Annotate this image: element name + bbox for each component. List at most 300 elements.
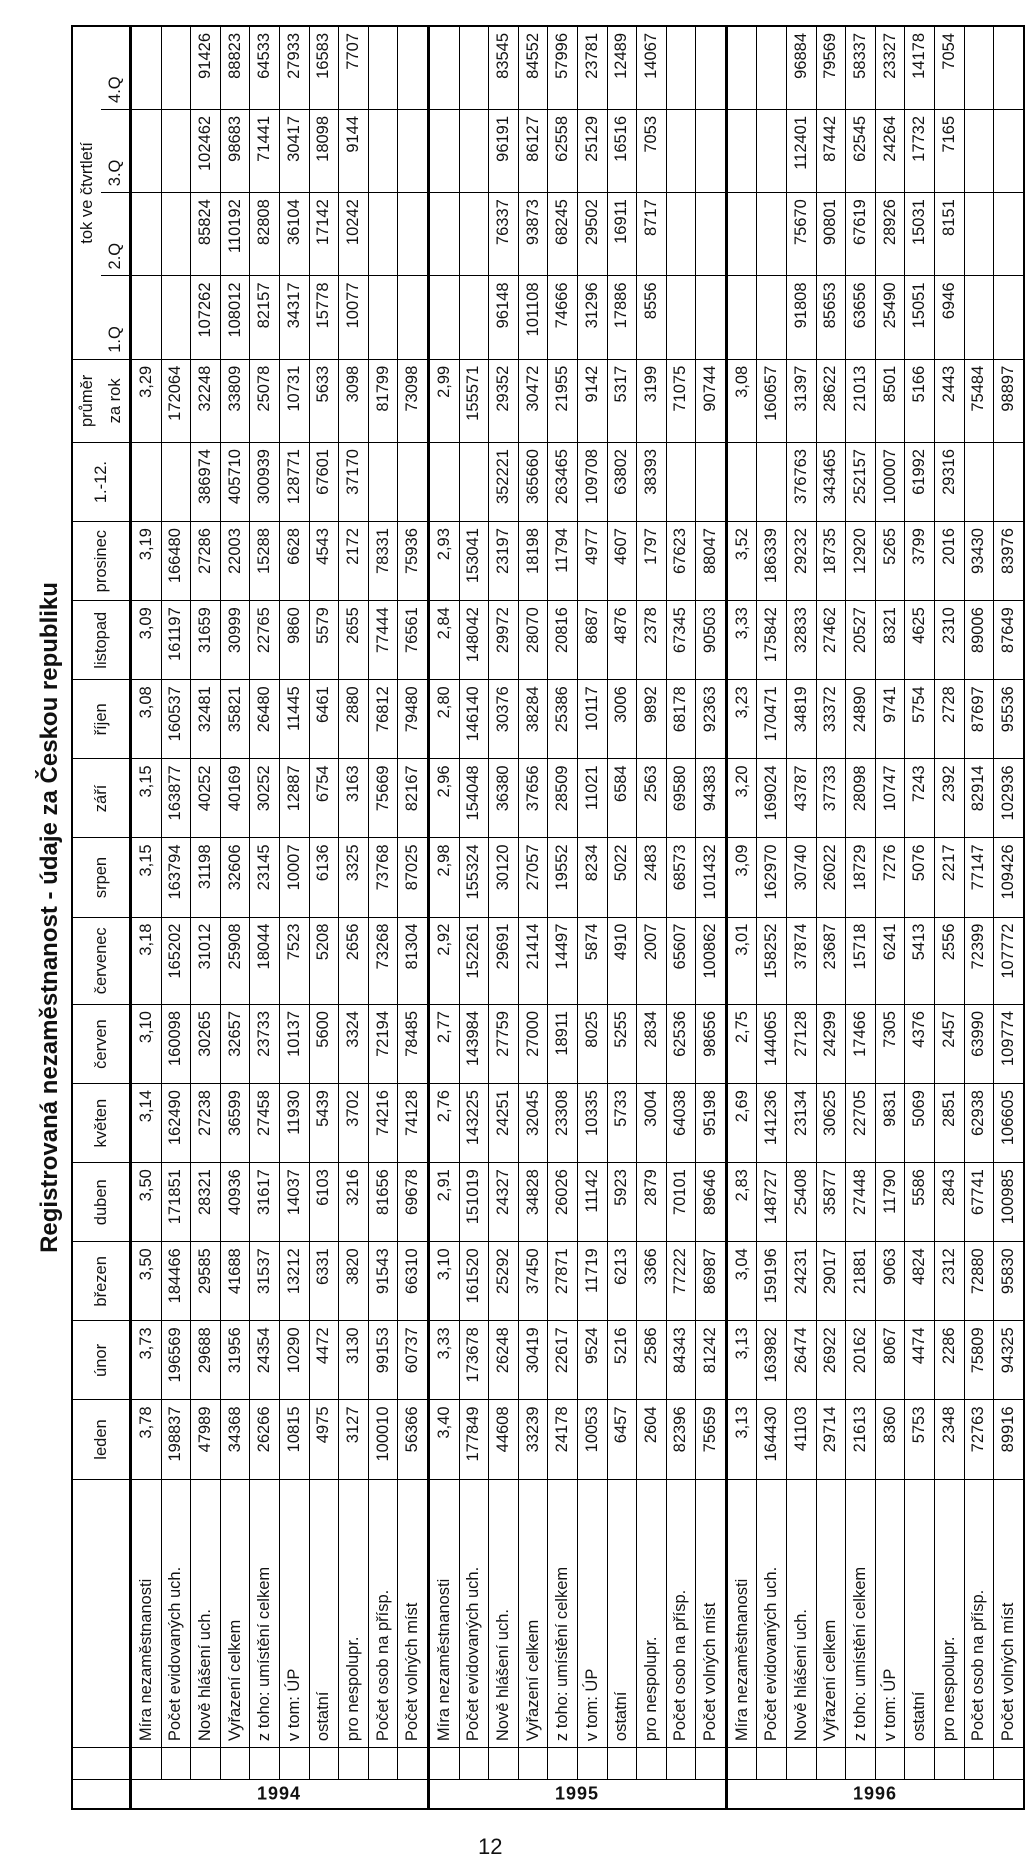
spacer-cell [489, 1748, 519, 1780]
table-cell: 76561 [398, 601, 429, 680]
table-cell: 2879 [637, 1163, 667, 1242]
header-month: červenec [72, 917, 131, 1004]
table-cell: 30625 [816, 1084, 846, 1163]
table-cell [666, 26, 696, 109]
table-cell: 77222 [666, 1242, 696, 1321]
table-cell: 171851 [161, 1163, 191, 1242]
table-cell: 9892 [637, 680, 667, 759]
table-row [220, 26, 250, 1809]
table-cell: 90744 [696, 359, 727, 442]
row-label: Míra nezaměstnanosti [428, 1479, 459, 1748]
table-cell: 36599 [220, 1084, 250, 1163]
year-group-2 [726, 26, 1023, 1809]
table-cell: 3,73 [131, 1321, 162, 1400]
table-cell: 7305 [875, 1005, 905, 1084]
table-row [816, 26, 846, 1809]
table-cell: 160537 [161, 680, 191, 759]
table-cell: 82157 [250, 276, 280, 359]
spacer-cell [279, 1748, 309, 1780]
table-cell: 14067 [637, 26, 667, 109]
table-cell: 3,13 [726, 1321, 757, 1400]
table-cell [666, 193, 696, 276]
spacer-cell [666, 1748, 696, 1780]
header-month: únor [72, 1321, 131, 1400]
table-cell: 26480 [250, 680, 280, 759]
table-cell: 91426 [191, 26, 221, 109]
table-cell: 107772 [994, 917, 1024, 1004]
table-cell: 3,40 [428, 1400, 459, 1479]
table-cell [398, 443, 429, 522]
table-cell [726, 26, 757, 109]
table-cell: 160098 [161, 1005, 191, 1084]
year-label: 1995 [555, 1783, 600, 1804]
table-cell: 86987 [696, 1242, 727, 1321]
table-cell: 9144 [339, 109, 369, 192]
table-cell: 164430 [757, 1400, 787, 1479]
table-cell: 43787 [787, 759, 817, 838]
table-cell: 3127 [339, 1400, 369, 1479]
table-cell: 2,93 [428, 522, 459, 601]
table-cell: 9524 [577, 1321, 607, 1400]
table-cell: 3098 [339, 359, 369, 442]
table-cell: 69580 [666, 759, 696, 838]
table-cell: 35877 [816, 1163, 846, 1242]
table-cell: 24251 [489, 1084, 519, 1163]
table-cell: 87649 [994, 601, 1024, 680]
spacer-cell [191, 1748, 221, 1780]
table-cell: 28509 [548, 759, 578, 838]
table-cell: 89646 [696, 1163, 727, 1242]
table-cell: 3,04 [726, 1242, 757, 1321]
table-cell: 160657 [757, 359, 787, 442]
table-cell [459, 443, 489, 522]
table-cell: 27286 [191, 522, 221, 601]
header-month: srpen [72, 838, 131, 917]
table-cell: 148042 [459, 601, 489, 680]
header-month: listopad [72, 601, 131, 680]
table-cell: 2,99 [428, 359, 459, 442]
table-cell: 3,14 [131, 1084, 162, 1163]
table-cell: 67619 [846, 193, 876, 276]
table-cell: 6331 [309, 1242, 339, 1321]
table-cell: 87025 [398, 838, 429, 917]
table-cell [398, 276, 429, 359]
table-cell: 6213 [607, 1242, 637, 1321]
year-label-cell [131, 1780, 429, 1809]
table-cell: 15031 [905, 193, 935, 276]
table-cell: 10242 [339, 193, 369, 276]
table-cell: 27000 [518, 1005, 548, 1084]
header-month: duben [72, 1163, 131, 1242]
table-cell: 10077 [339, 276, 369, 359]
table-cell: 11930 [279, 1084, 309, 1163]
table-cell: 6136 [309, 838, 339, 917]
row-label: Počet evidovaných uch. [459, 1479, 489, 1748]
table-cell: 7523 [279, 917, 309, 1004]
table-cell: 31659 [191, 601, 221, 680]
table-cell: 101432 [696, 838, 727, 917]
table-cell: 3,15 [131, 759, 162, 838]
table-cell: 2016 [935, 522, 965, 601]
table-cell: 102936 [994, 759, 1024, 838]
table-cell: 263465 [548, 443, 578, 522]
table-cell: 10747 [875, 759, 905, 838]
spacer-cell [787, 1748, 817, 1780]
table-cell: 3216 [339, 1163, 369, 1242]
table-cell: 32248 [191, 359, 221, 442]
table-cell: 37874 [787, 917, 817, 1004]
table-row [309, 26, 339, 1809]
table-row [726, 26, 757, 1809]
table-cell: 21013 [846, 359, 876, 442]
table-cell: 96884 [787, 26, 817, 109]
table-cell: 81304 [398, 917, 429, 1004]
table-cell: 5255 [607, 1005, 637, 1084]
table-cell: 3,78 [131, 1400, 162, 1479]
table-cell: 8234 [577, 838, 607, 917]
table-cell: 91808 [787, 276, 817, 359]
table-cell: 11794 [548, 522, 578, 601]
table-cell: 3,15 [131, 838, 162, 917]
table-cell: 25490 [875, 276, 905, 359]
table-cell: 2172 [339, 522, 369, 601]
table-cell: 2851 [935, 1084, 965, 1163]
table-row [696, 26, 727, 1809]
table-row [757, 26, 787, 1809]
table-cell: 75936 [398, 522, 429, 601]
row-label: Počet osob na přísp. [368, 1479, 398, 1748]
table-cell: 74666 [548, 276, 578, 359]
table-cell [428, 276, 459, 359]
table-cell: 153041 [459, 522, 489, 601]
table-cell: 7053 [637, 109, 667, 192]
table-cell: 95830 [994, 1242, 1024, 1321]
table-cell: 100862 [696, 917, 727, 1004]
table-cell: 7054 [935, 26, 965, 109]
table-cell: 5633 [309, 359, 339, 442]
table-cell [964, 193, 994, 276]
table-cell: 37170 [339, 443, 369, 522]
table-cell: 28098 [846, 759, 876, 838]
table-row [131, 26, 162, 1809]
table-cell: 90503 [696, 601, 727, 680]
table-cell: 30740 [787, 838, 817, 917]
header-average-top: průměr [72, 359, 101, 442]
table-cell [994, 443, 1024, 522]
row-label: Počet volných míst [398, 1479, 429, 1748]
table-cell: 20162 [846, 1321, 876, 1400]
table-cell: 106605 [994, 1084, 1024, 1163]
table-cell: 32657 [220, 1005, 250, 1084]
row-label: v tom: ÚP [577, 1479, 607, 1748]
table-cell: 7276 [875, 838, 905, 917]
table-cell: 10117 [577, 680, 607, 759]
row-label: Počet evidovaných uch. [161, 1479, 191, 1748]
table-cell: 25408 [787, 1163, 817, 1242]
row-label: Počet evidovaných uch. [757, 1479, 787, 1748]
table-cell: 65607 [666, 917, 696, 1004]
table-cell: 38393 [637, 443, 667, 522]
table-cell: 88823 [220, 26, 250, 109]
table-cell: 14178 [905, 26, 935, 109]
table-cell: 5600 [309, 1005, 339, 1084]
table-cell: 3,09 [131, 601, 162, 680]
table-cell: 37733 [816, 759, 846, 838]
table-cell: 98897 [994, 359, 1024, 442]
table-cell: 27458 [250, 1084, 280, 1163]
table-cell: 3,19 [131, 522, 162, 601]
table-cell: 148727 [757, 1163, 787, 1242]
table-cell [131, 276, 162, 359]
table-cell: 87697 [964, 680, 994, 759]
table-cell [398, 26, 429, 109]
table-cell [459, 193, 489, 276]
header-month: říjen [72, 680, 131, 759]
table-cell: 158252 [757, 917, 787, 1004]
table-cell: 64533 [250, 26, 280, 109]
year-group-0 [131, 26, 429, 1809]
table-cell: 2,83 [726, 1163, 757, 1242]
table-cell: 11445 [279, 680, 309, 759]
spacer-cell [905, 1748, 935, 1780]
row-label: z toho: umístění celkem [846, 1479, 876, 1748]
table-cell [726, 109, 757, 192]
table-cell: 75669 [368, 759, 398, 838]
header-average-bottom: za rok [101, 359, 131, 442]
table-cell: 25386 [548, 680, 578, 759]
table-row [935, 26, 965, 1809]
table-cell: 4472 [309, 1321, 339, 1400]
table-cell: 77444 [368, 601, 398, 680]
table-cell [994, 193, 1024, 276]
header-month: prosinec [72, 522, 131, 601]
table-cell: 166480 [161, 522, 191, 601]
table-cell [994, 276, 1024, 359]
table-cell: 18044 [250, 917, 280, 1004]
table-cell: 34819 [787, 680, 817, 759]
table-cell: 300939 [250, 443, 280, 522]
table-cell: 152261 [459, 917, 489, 1004]
table-cell: 5754 [905, 680, 935, 759]
table-cell: 75809 [964, 1321, 994, 1400]
table-cell: 34317 [279, 276, 309, 359]
table-cell [696, 26, 727, 109]
table-cell [131, 193, 162, 276]
table-cell [757, 26, 787, 109]
header-quarters-top: tok ve čtvrtletí [72, 26, 101, 359]
table-cell: 32606 [220, 838, 250, 917]
table-cell: 22003 [220, 522, 250, 601]
table-cell [368, 443, 398, 522]
table-cell [459, 109, 489, 192]
table-cell: 61992 [905, 443, 935, 522]
table-cell [757, 276, 787, 359]
table-cell: 34828 [518, 1163, 548, 1242]
table-cell: 88047 [696, 522, 727, 601]
table-cell [428, 193, 459, 276]
table-cell: 2,69 [726, 1084, 757, 1163]
table-cell: 3325 [339, 838, 369, 917]
table-cell: 3,29 [131, 359, 162, 442]
table-cell: 159196 [757, 1242, 787, 1321]
table-cell: 5166 [905, 359, 935, 442]
table-cell: 3,10 [428, 1242, 459, 1321]
table-cell: 2348 [935, 1400, 965, 1479]
table-cell: 69678 [398, 1163, 429, 1242]
table-cell: 79480 [398, 680, 429, 759]
table-cell: 8025 [577, 1005, 607, 1084]
table-cell: 163794 [161, 838, 191, 917]
table-cell: 32481 [191, 680, 221, 759]
header-month: leden [72, 1400, 131, 1479]
table-cell: 96191 [489, 109, 519, 192]
table-cell: 32833 [787, 601, 817, 680]
table-cell: 162970 [757, 838, 787, 917]
table-cell: 19552 [548, 838, 578, 917]
table-cell: 68245 [548, 193, 578, 276]
table-cell: 23687 [816, 917, 846, 1004]
table-cell: 27448 [846, 1163, 876, 1242]
table-cell: 26266 [250, 1400, 280, 1479]
table-row [787, 26, 817, 1809]
table-cell: 73268 [368, 917, 398, 1004]
table-cell: 3702 [339, 1084, 369, 1163]
table-cell [459, 276, 489, 359]
table-cell: 82808 [250, 193, 280, 276]
table-cell: 5076 [905, 838, 935, 917]
table-cell: 163982 [757, 1321, 787, 1400]
table-row [518, 26, 548, 1809]
table-cell [696, 443, 727, 522]
table-cell: 2655 [339, 601, 369, 680]
table-cell: 2310 [935, 601, 965, 680]
row-label: v tom: ÚP [875, 1479, 905, 1748]
table-cell: 6584 [607, 759, 637, 838]
table-cell: 58337 [846, 26, 876, 109]
row-label: z toho: umístění celkem [548, 1479, 578, 1748]
table-cell: 70101 [666, 1163, 696, 1242]
table-cell: 386974 [191, 443, 221, 522]
table-cell: 30999 [220, 601, 250, 680]
spacer-cell [131, 1748, 162, 1780]
table-cell: 6754 [309, 759, 339, 838]
spacer-cell [250, 1748, 280, 1780]
table-cell: 30376 [489, 680, 519, 759]
table-cell: 8556 [637, 276, 667, 359]
table-cell: 3,52 [726, 522, 757, 601]
table-cell: 62558 [548, 109, 578, 192]
spacer-cell [846, 1748, 876, 1780]
table-row [161, 26, 191, 1809]
table-row [994, 26, 1024, 1809]
table-cell: 99153 [368, 1321, 398, 1400]
table-cell: 89006 [964, 601, 994, 680]
table-cell: 84343 [666, 1321, 696, 1400]
table-cell: 21414 [518, 917, 548, 1004]
table-cell: 108012 [220, 276, 250, 359]
table-cell: 31617 [250, 1163, 280, 1242]
spacer-cell [428, 1748, 459, 1780]
table-cell: 72880 [964, 1242, 994, 1321]
table-cell: 82914 [964, 759, 994, 838]
table-cell: 38284 [518, 680, 548, 759]
table-cell: 10290 [279, 1321, 309, 1400]
table-cell: 155324 [459, 838, 489, 917]
table-cell: 29352 [489, 359, 519, 442]
table-cell: 16516 [607, 109, 637, 192]
table-cell: 3004 [637, 1084, 667, 1163]
table-cell [757, 109, 787, 192]
table-cell: 8321 [875, 601, 905, 680]
header-month: červen [72, 1005, 131, 1084]
table-cell: 365660 [518, 443, 548, 522]
table-cell [964, 276, 994, 359]
table-cell: 2217 [935, 838, 965, 917]
table-cell: 18729 [846, 838, 876, 917]
table-cell: 23134 [787, 1084, 817, 1163]
table-cell [131, 26, 162, 109]
table-cell: 12887 [279, 759, 309, 838]
table-cell: 31198 [191, 838, 221, 917]
table-cell: 15718 [846, 917, 876, 1004]
table-cell: 5069 [905, 1084, 935, 1163]
spacer-cell [607, 1748, 637, 1780]
table-cell [131, 109, 162, 192]
table-cell: 68178 [666, 680, 696, 759]
table-cell: 22617 [548, 1321, 578, 1400]
table-cell: 26248 [489, 1321, 519, 1400]
table-row [875, 26, 905, 1809]
spacer-cell [816, 1748, 846, 1780]
table-cell: 72763 [964, 1400, 994, 1479]
table-cell: 29316 [935, 443, 965, 522]
row-label: Počet osob na přísp. [964, 1479, 994, 1748]
table-cell: 7243 [905, 759, 935, 838]
table-cell: 89916 [994, 1400, 1024, 1479]
table-cell: 9741 [875, 680, 905, 759]
table-cell: 5265 [875, 522, 905, 601]
table-cell: 4607 [607, 522, 637, 601]
table-cell [757, 193, 787, 276]
table-cell: 30419 [518, 1321, 548, 1400]
table-cell [726, 193, 757, 276]
table-cell [726, 443, 757, 522]
table-cell: 18911 [548, 1005, 578, 1084]
table-cell [696, 109, 727, 192]
table-cell [696, 193, 727, 276]
table-cell: 8687 [577, 601, 607, 680]
table-cell: 63656 [846, 276, 876, 359]
spacer-cell [548, 1748, 578, 1780]
table-cell: 30417 [279, 109, 309, 192]
table-cell: 71075 [666, 359, 696, 442]
table-cell: 36104 [279, 193, 309, 276]
table-cell: 3,50 [131, 1242, 162, 1321]
table-cell: 169024 [757, 759, 787, 838]
spacer-cell [309, 1748, 339, 1780]
table-cell: 3,23 [726, 680, 757, 759]
row-label: v tom: ÚP [279, 1479, 309, 1748]
spacer-cell [398, 1748, 429, 1780]
row-label: pro nespolupr. [637, 1479, 667, 1748]
table-row [548, 26, 578, 1809]
table-cell: 18098 [309, 109, 339, 192]
table-cell: 28926 [875, 193, 905, 276]
table-cell: 141236 [757, 1084, 787, 1163]
table-cell: 24231 [787, 1242, 817, 1321]
table-cell: 23733 [250, 1005, 280, 1084]
table-cell: 21613 [846, 1400, 876, 1479]
